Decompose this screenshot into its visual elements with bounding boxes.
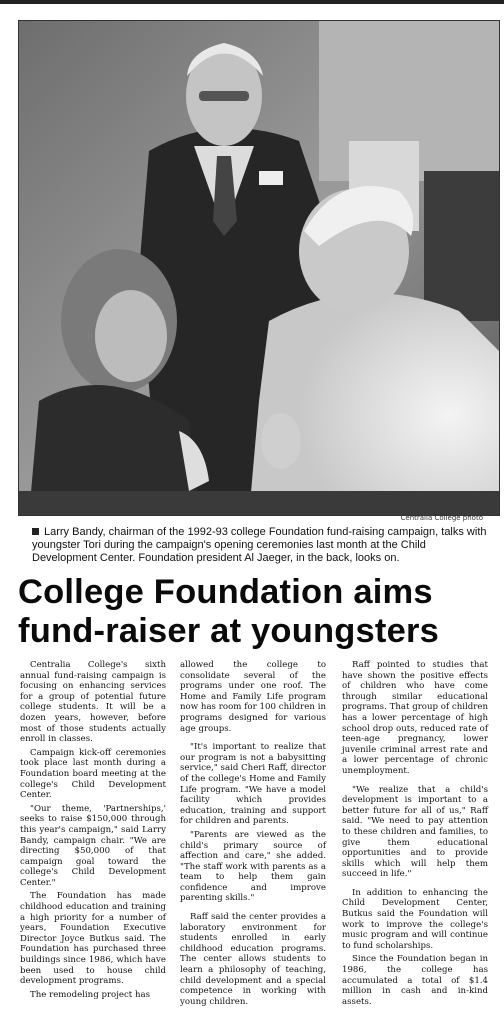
paragraph: The remodeling project has [30,989,151,1000]
article-column-2 [180,660,326,1010]
article-column-3 [342,660,488,1010]
paragraph: allowed the college to consolidate several of the programs under one roof. The Home and Family Life program now has room for 100 children in programs designed for various age groups. [180,660,326,734]
headline-line-1: College Foundation aims [18,573,433,611]
paragraph: "Parents are viewed as the child's primary source of affection and care," she added. "The staff work with parents as a team to help them gain confidence and improve parenting skills." [180,829,326,904]
paragraph: Raff pointed to studies that have shown the positive effects of children who have come through similar educational programs. That group of children has a lower percentage of high school drop outs, reduced rate of teen-age pregnancy, lower juvenile criminal arrest rate and a lower percentage of chronic unemployment. [342,660,488,776]
photo-credit: Centralia College photo [400,514,483,522]
headline [18,573,498,651]
top-rule [0,0,504,4]
news-photo [18,20,500,516]
headline-line-2: fund-raiser at youngsters [18,612,440,650]
paragraph: "It's important to realize that our program is not a babysitting service," said Cheri Raff, director of the college's Home and Family Life program. "We have a model facility which provides education, training and support for children and parents. [180,742,326,827]
paragraph: Raff said the center provides a laboratory environment for students enrolled in early childhood education programs. The center allows students to learn a philosophy of teaching, child development and a special competence in working with young children. [180,912,326,1007]
paragraph: Centralia College's sixth annual fund-raising campaign is focusing on enhancing services for a group of potential future college students. It will be a dozen years, however, before most of those students actually enroll in classes. [20,660,166,745]
article-column-1 [20,660,166,1003]
caption-text: Larry Bandy, chairman of the 1992-93 college Foundation fund-raising campaign, talks with youngster Tori during the campaign's opening ceremonies last month at the Child Development Center. Foundation president Al Jaeger, in the back, looks on. [32,526,487,564]
paragraph: "Our theme, 'Partnerships,' seeks to raise $150,000 through this year's campaign," said Larry Bandy, campaign chair. "We are directing $50,000 of that campaign goal toward the college's Child Development Center." [20,803,166,888]
photo-caption [32,526,492,565]
paragraph: Campaign kick-off ceremonies took place last month during a Foundation board meeting at the college's Child Development Center. [20,747,166,801]
paragraph: "We realize that a child's development is important to a better future for all of us," Raff said. "We need to pay attention to these children and families, to give them educational opportunities and to provide skills which will help them succeed in life." [342,784,488,880]
caption-bullet-icon [32,528,39,535]
paragraph: The Foundation has made childhood education and training a high priority for a number of years, Foundation Executive Director Joyce Butkus said. The Foundation has purchased three buildings since 1986, which have been used to house child development programs. [20,891,166,987]
paragraph: Since the Foundation began in 1986, the college has accumulated a total of $1.4 million in cash and in-kind assets. [342,954,488,1007]
paragraph: In addition to enhancing the Child Development Center, Butkus said the Foundation will work to improve the college's music program and will continue to fund scholarships. [342,887,488,951]
